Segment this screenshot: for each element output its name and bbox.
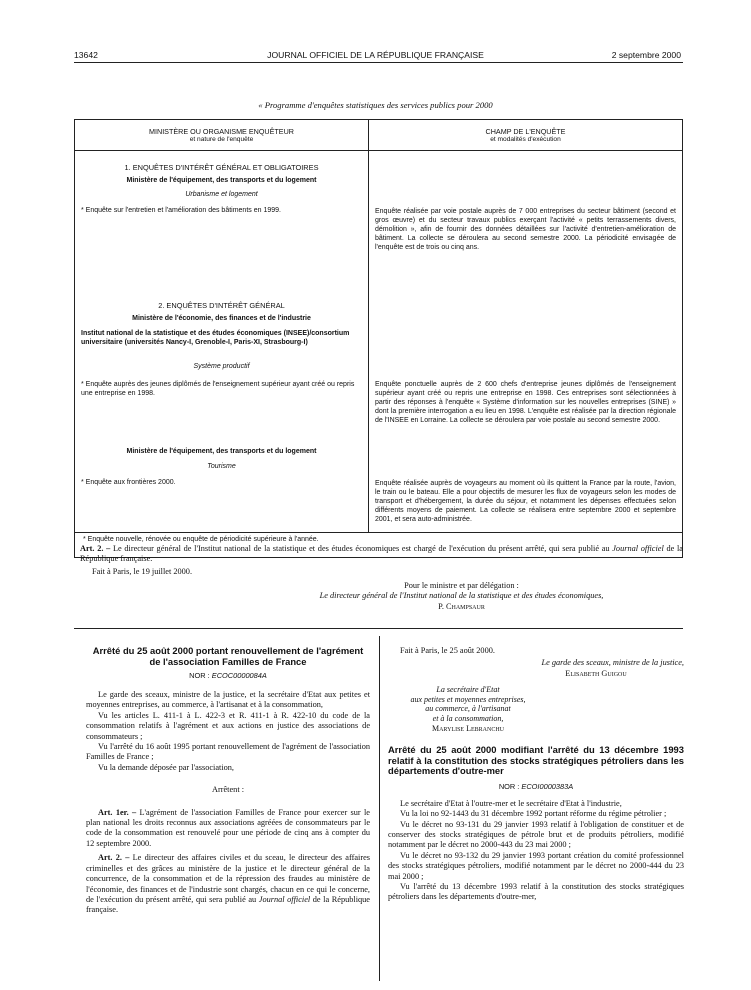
col1-title: MINISTÈRE OU ORGANISME ENQUÊTEUR [149, 127, 294, 136]
survey-table [74, 119, 683, 558]
art2-paragraph [80, 544, 683, 577]
right-p3: Vu le décret no 93-131 du 29 janvier 1993 relatif à l'obligation de constituer et de conserver des stocks stratégiques de pétrole brut et de produits pétroliers, modifié notamment par le décret no 2000-443 du 23 mai 2000 ; [388, 819, 684, 850]
delegation: Pour le ministre et par délégation : [404, 581, 519, 590]
section2-ministry: Ministère de l'économie, des finances et de l'industrie [132, 315, 311, 322]
right-signer2-name: Marylise Lebranchu [431, 723, 504, 733]
left-art2-text: Le directeur des affaires civiles et du sceau, le directeur des affaires criminelles et des grâces au ministère de la justice et le directeur général de la concurrence, de la consommation et de la répression des fraudes au ministère de l'économie, des finances et de l'industrie sont chargés, chacun en ce qui le concerne, de l'exécution du présent arrêté, qui sera publié au [86, 853, 371, 904]
section2-theme2: Tourisme [207, 463, 236, 470]
section2-survey-detail: Enquête ponctuelle auprès de 2 600 chefs d'entreprise jeunes diplômés de l'enseignement supérieur ayant créé ou repris une entreprise en 1998. Ces entreprises sont sélectionnées à partir des réponses à l'enquête « Système d'information sur les nouvelles entreprises (SINE) » dont la première interrogation a eu lieu en 1998. L'enquête est réalisée par la direction régionale de l'INSEE en Lorraine. La collecte se déroulera par voie postale au second semestre 2000. [375, 381, 676, 424]
signer-role: Le directeur général de l'Institut national de la statistique et des études économiques, [319, 591, 604, 601]
table-caption: « Programme d'enquêtes statistiques des services publics pour 2000 [258, 100, 493, 110]
art2-signature [240, 581, 683, 612]
section1-theme: Urbanisme et logement [185, 191, 258, 198]
left-p2: Vu les articles L. 411-1 à L. 422-3 et R. 411-1 à R. 422-10 du code de la consommation relatifs à l'agrément et aux actions en justice des associations de consommateurs ; [86, 710, 370, 741]
journal-title: JOURNAL OFFICIEL DE LA RÉPUBLIQUE FRANÇAISE [267, 50, 484, 60]
left-p3: Vu l'arrêté du 16 août 1995 portant renouvellement de l'agrément de l'association Familles de France ; [86, 742, 370, 762]
section-rule [74, 628, 683, 629]
signer2-line-1: La secrétaire d'Etat [436, 685, 500, 695]
section1-survey-detail: Enquête réalisée par voie postale auprès de 7 000 entreprises du secteur bâtiment (second et gros œuvre) et du secteur travaux publics exerçant l'activité « petits terrassements divers, démolition », afin de fournir des données détaillées sur l'activité d'entretien-amélioration de bâtiment. La collecte se déroulera au second semestre 2000. La périodicité envisagée de l'enquête est de trois ou cinq ans. [375, 208, 676, 251]
signer2-line-4: et à la consommation, [432, 714, 504, 723]
nor-code: ECOC0000084A [211, 671, 267, 680]
left-art2-label: Art. 2. – [98, 853, 130, 863]
art2-text-end: de la République française. [80, 544, 683, 564]
left-article-nor [86, 671, 370, 680]
col2-title: CHAMP DE L'ENQUÊTE [485, 127, 566, 136]
left-p1: Le garde des sceaux, ministre de la justice, et la secrétaire d'Etat aux petites et moyennes entreprises, au commerce, à l'artisanat et à la consommation, [86, 690, 370, 710]
art2-label: Art. 2. – [80, 544, 111, 553]
right-nor-label: NOR : [498, 781, 522, 791]
right-place-date: Fait à Paris, le 25 août 2000. [400, 646, 495, 655]
right-p5: Vu l'arrêté du 13 décembre 1993 relatif à la constitution des stocks stratégiques pétroliers dans les départements d'outre-mer, [388, 881, 684, 902]
left-article [86, 646, 370, 916]
table-header-col1 [75, 120, 369, 151]
right-p2: Vu la loi no 92-1443 du 31 décembre 1992 portant réforme du régime pétrolier ; [400, 809, 667, 819]
table-header-col2 [369, 120, 683, 151]
column-rule [379, 636, 380, 981]
section2-survey2-detail: Enquête réalisée auprès de voyageurs au moment où ils quittent la France par la route, l'avion, le train ou le bateau. Elle a pour objectifs de mesurer les flux de voyageurs selon les modes de transport et d'hébergement, la durée du séjour, et notamment les dépenses effectuées selon différents moyens de paiement. La collecte se réalisera entre septembre 2000 et septembre 2001, et sera auto-administrée. [375, 480, 676, 523]
right-article-nor [388, 782, 684, 791]
table-cell-right [369, 151, 683, 533]
left-art1 [86, 808, 370, 850]
section1-survey: * Enquête sur l'entretien et l'amélioration des bâtiments en 1999. [81, 207, 281, 214]
left-art2-journal: Journal officiel [258, 894, 311, 904]
section2-institute: Institut national de la statistique et des études économiques (INSEE)/consortium universitaire (universités Nancy-I, Grenoble-I, Paris-XI, Strasbourg-I) [81, 330, 350, 346]
section1-heading: 1. ENQUÊTES D'INTÉRÊT GÉNÉRAL ET OBLIGATOIRES [124, 163, 319, 172]
art2-journal: Journal officiel [612, 544, 664, 553]
art1-label: Art. 1er. – [98, 807, 137, 817]
section2-theme: Système productif [193, 363, 250, 370]
nor-label: NOR : [189, 671, 212, 680]
right-signer1-role: Le garde des sceaux, ministre de la justice, [541, 658, 684, 668]
right-signer2-block [388, 685, 548, 733]
signer2-line-2: aux petites et moyennes entreprises, [410, 694, 526, 704]
col1-subtitle: et nature de l'enquête [189, 136, 254, 143]
right-column [388, 646, 684, 903]
right-signer1-name: Elisabeth Guigou [565, 668, 627, 678]
table-footnote: * Enquête nouvelle, rénovée ou enquête de périodicité supérieure à l'année. [75, 533, 683, 558]
section2-survey2: * Enquête aux frontières 2000. [81, 479, 176, 486]
page-number: 13642 [74, 50, 98, 60]
left-p4: Vu la demande déposée par l'association, [98, 762, 235, 772]
section2-ministry2: Ministère de l'équipement, des transports et du logement [126, 448, 317, 455]
section2-survey: * Enquête auprès des jeunes diplômés de l'enseignement supérieur ayant créé ou repris une entreprise en 1998. [81, 381, 355, 397]
left-arretent: Arrêtent : [211, 785, 245, 795]
right-nor-code: ECOI0000383A [521, 781, 574, 791]
art2-place-date: Fait à Paris, le 19 juillet 2000. [92, 566, 193, 576]
right-p1: Le secrétaire d'Etat à l'outre-mer et le secrétaire d'Etat à l'industrie, [400, 798, 622, 808]
art1-text: L'agrément de l'association Familles de France pour exercer sur le plan national les droits reconnus aux associations agréées de consommateurs par le code de la consommation est renouvelé pour une période de cinq ans à compter du 12 septembre 2000. [86, 807, 370, 848]
left-art2 [86, 853, 370, 915]
right-p4: Vu le décret no 93-132 du 29 janvier 1993 portant création du comité professionnel des stocks stratégiques pétroliers, modifié notamment par le décret no 2000-444 du 23 mai 2000 ; [388, 850, 684, 881]
left-article-title: Arrêté du 25 août 2000 portant renouvellement de l'agrément de l'association Familles de France [92, 645, 364, 667]
signer-name: P. Champsaur [438, 601, 485, 611]
issue-date: 2 septembre 2000 [611, 50, 681, 60]
signer2-line-3: au commerce, à l'artisanat [425, 704, 511, 714]
art2-text: Le directeur général de l'Institut national de la statistique et des études économiques est chargé de l'exécution du présent arrêté, qui sera publié au [110, 544, 613, 553]
table-cell-left [75, 151, 369, 533]
left-art2-text-end: de la République française. [86, 894, 370, 915]
col2-subtitle: et modalités d'exécution [490, 136, 561, 143]
section2-heading: 2. ENQUÊTES D'INTÉRÊT GÉNÉRAL [158, 301, 285, 310]
section1-ministry: Ministère de l'équipement, des transports et du logement [126, 177, 317, 184]
header-rule [74, 62, 683, 63]
right-article-title: Arrêté du 25 août 2000 modifiant l'arrêté du 13 décembre 1993 relatif à la constitution des stocks stratégiques pétroliers dans les départements d'outre-mer [388, 744, 684, 777]
